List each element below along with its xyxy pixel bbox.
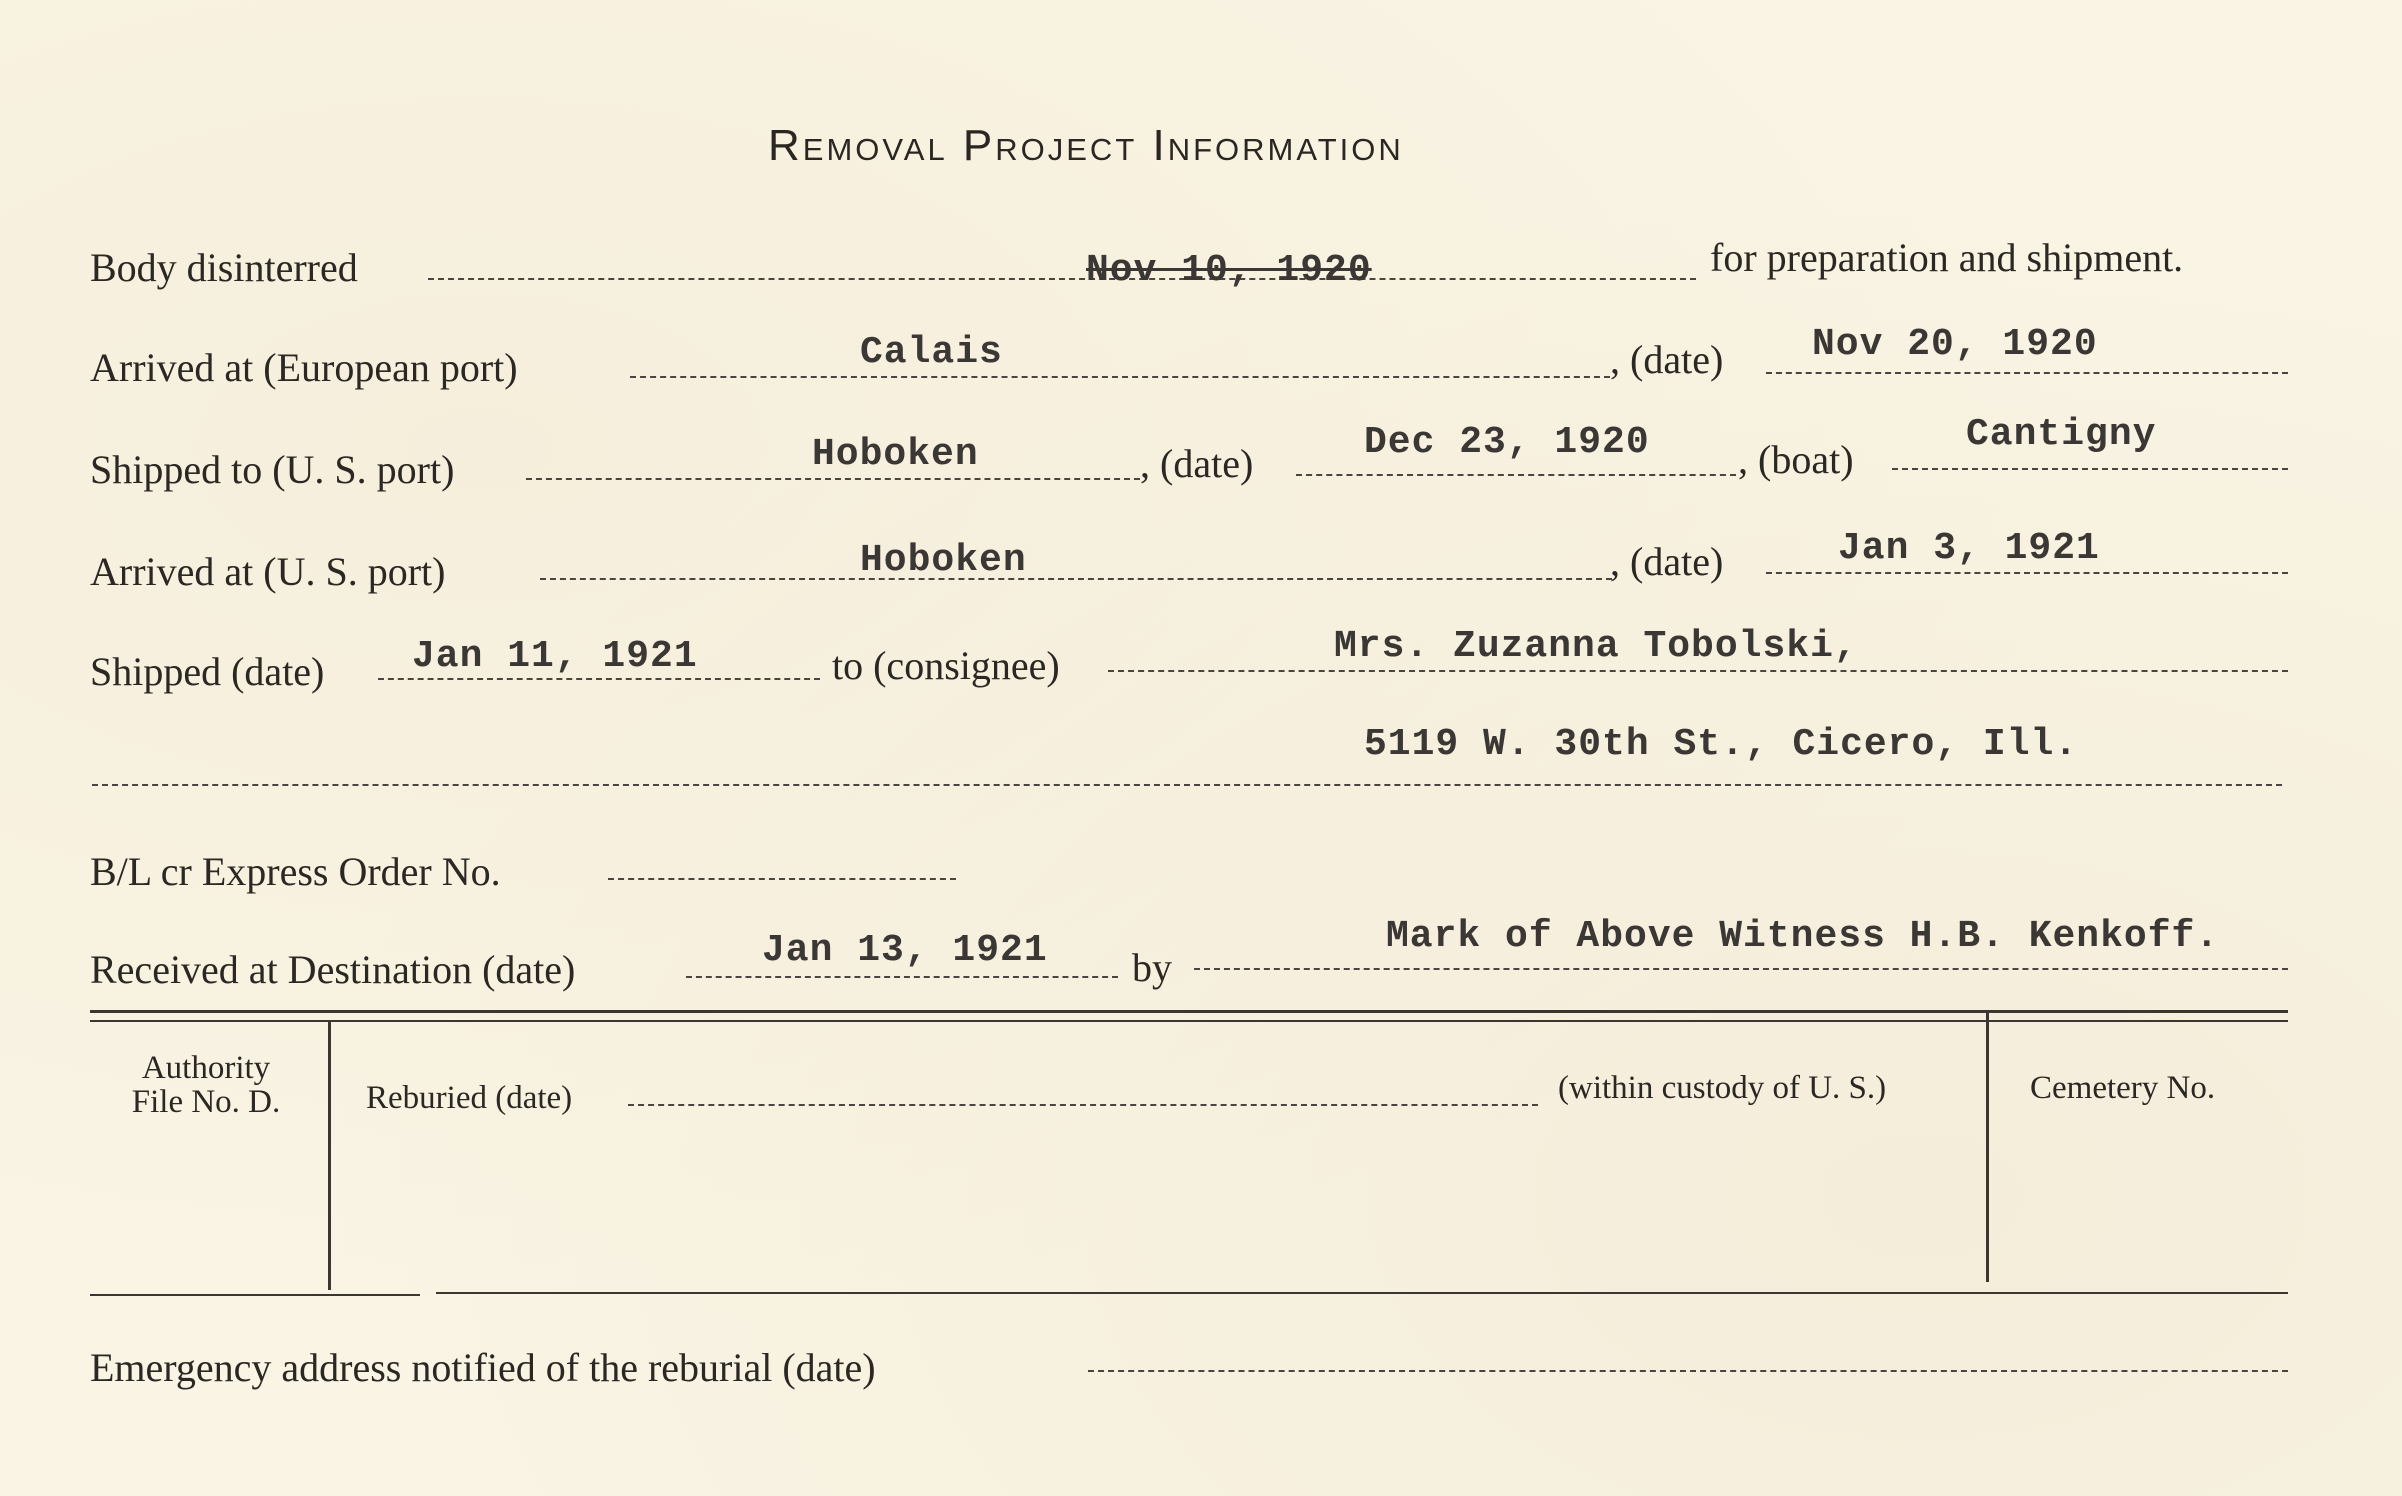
us-port-value: Hoboken — [860, 539, 1027, 582]
box-bottom-rule-right — [436, 1292, 2288, 1294]
box-divider-right — [1986, 1010, 1989, 1282]
shipped-to-label: Shipped to (U. S. port) — [90, 447, 455, 492]
dotted-line — [1892, 468, 2288, 470]
shipped-to-date-label: , (date) — [1140, 441, 1254, 486]
received-label: Received at Destination (date) — [90, 947, 576, 992]
dotted-line — [1108, 670, 2288, 672]
shipped-to-port-value: Hoboken — [812, 433, 979, 476]
shipped-date-label: Shipped (date) — [90, 649, 325, 694]
dotted-line — [378, 678, 820, 680]
consignee-label: to (consignee) — [832, 643, 1060, 688]
dotted-line — [540, 578, 1612, 580]
double-rule-top — [90, 1010, 2288, 1013]
custody-label: (within custody of U. S.) — [1558, 1070, 1887, 1106]
dotted-line — [1194, 968, 2288, 970]
shipped-to-date-value: Dec 23, 1920 — [1364, 421, 1650, 464]
body-disinterred-label: Body disinterred — [90, 245, 358, 290]
dotted-line — [92, 784, 2282, 786]
dotted-line — [428, 278, 1696, 280]
dotted-line — [1088, 1370, 2288, 1372]
received-by-label: by — [1132, 945, 1172, 990]
disinterred-suffix: for preparation and shipment. — [1710, 235, 2184, 280]
bl-express-order-label: B/L cr Express Order No. — [90, 849, 501, 894]
reburied-label: Reburied (date) — [366, 1080, 573, 1116]
consignee-value: Mrs. Zuzanna Tobolski, — [1334, 625, 1858, 668]
disinterred-date-value: Nov 10, 1920 — [1086, 249, 1372, 292]
us-port-date-value: Jan 3, 1921 — [1838, 527, 2100, 570]
european-port-date-value: Nov 20, 1920 — [1812, 323, 2098, 366]
received-date-value: Jan 13, 1921 — [762, 929, 1048, 972]
dotted-line — [1296, 474, 1736, 476]
dotted-line — [1766, 572, 2288, 574]
dotted-line — [630, 376, 1610, 378]
box-bottom-rule-left — [90, 1294, 420, 1296]
european-port-date-label: , (date) — [1610, 337, 1724, 382]
received-by-value: Mark of Above Witness H.B. Kenkoff. — [1386, 915, 2220, 958]
shipped-to-boat-value: Cantigny — [1966, 413, 2157, 456]
file-no-label: File No. D. — [131, 1084, 281, 1120]
dotted-line — [1766, 372, 2288, 374]
consignee-address-value: 5119 W. 30th St., Cicero, Ill. — [1364, 723, 2079, 766]
european-port-value: Calais — [860, 331, 1003, 374]
european-port-label: Arrived at (European port) — [90, 345, 518, 390]
cemetery-no-label: Cemetery No. — [2030, 1070, 2216, 1106]
emergency-label: Emergency address notified of the reburial (date) — [90, 1345, 876, 1390]
shipped-date-value: Jan 11, 1921 — [412, 635, 698, 678]
shipped-to-boat-label: , (boat) — [1738, 437, 1854, 482]
authority-label: Authority — [141, 1050, 271, 1086]
dotted-line — [628, 1104, 1538, 1106]
us-port-date-label: , (date) — [1610, 539, 1724, 584]
dotted-line — [686, 976, 1118, 978]
dotted-line — [608, 878, 956, 880]
us-port-label: Arrived at (U. S. port) — [90, 549, 446, 594]
double-rule-bottom — [90, 1020, 2288, 1022]
dotted-line — [526, 478, 1140, 480]
card-title: Removal Project Information — [768, 121, 1404, 170]
box-divider-left — [328, 1020, 331, 1290]
